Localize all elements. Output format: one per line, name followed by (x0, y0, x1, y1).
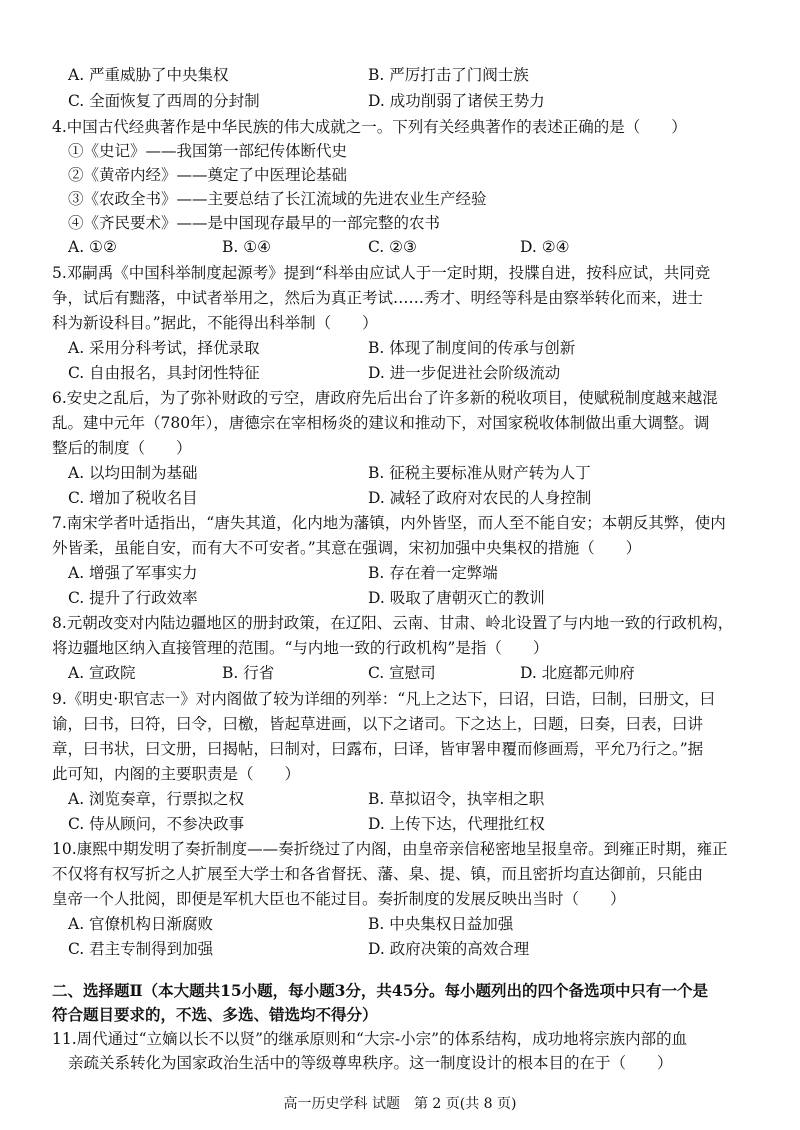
q7-stem-line-2: 外皆柔，虽能自安，而有大不可安者。”其意在强调，宋初加强中央集权的措施（ ） (52, 539, 642, 557)
q5-option-d: D. 进一步促进社会阶级流动 (368, 364, 561, 382)
q10-option-b: B. 中央集权日益加强 (368, 915, 514, 933)
q9-stem-line-1: 9.《明史·职官志一》对内阁做了较为详细的列举：“凡上之达下，曰诏，曰诰，曰制，曰册文，曰 (52, 690, 716, 708)
q4-item-3: ③《农政全书》——主要总结了长江流域的先进农业生产经验 (68, 190, 487, 208)
q4-option-b: B. ①④ (222, 238, 272, 256)
section-2-heading-line-1: 二、选择题Ⅱ（本大题共15小题，每小题3分，共45分。每小题列出的四个备选项中只有一个是 (52, 981, 708, 1000)
q6-stem-line-2: 乱。建中元年（780年），唐德宗在宰相杨炎的建议和推动下，对国家税收体制做出重大调整。调 (52, 414, 710, 432)
q4-option-c: C. ②③ (368, 238, 417, 256)
q9-stem-line-2: 谕，曰书，曰符，曰令，曰檄，皆起草进画，以下之诸司。下之达上，曰题，曰奏，曰表，曰讲 (52, 715, 704, 733)
q3-option-a: A. 严重威胁了中央集权 (68, 66, 229, 84)
q4-item-2: ②《黄帝内经》——奠定了中医理论基础 (68, 166, 348, 184)
q6-option-a: A. 以均田制为基础 (68, 464, 198, 482)
q7-option-d: D. 吸取了唐朝灭亡的教训 (368, 589, 545, 607)
q8-option-d: D. 北庭都元帅府 (520, 664, 635, 682)
q5-option-b: B. 体现了制度间的传承与创新 (368, 339, 576, 357)
q10-option-a: A. 官僚机构日渐腐败 (68, 915, 214, 933)
q8-option-c: C. 宣慰司 (368, 664, 436, 682)
q6-stem-line-3: 整后的制度（ ） (52, 439, 192, 457)
q10-option-c: C. 君主专制得到加强 (68, 940, 214, 958)
q9-stem-line-4: 此可知，内阁的主要职责是（ ） (52, 765, 301, 783)
q11-stem-line-2: 亲疏关系转化为国家政治生活中的等级尊卑秩序。这一制度设计的根本目的在于（ ） (68, 1054, 673, 1072)
q3-option-b: B. 严厉打击了门阀士族 (368, 66, 529, 84)
q10-stem-line-2: 不仅将有权写折之人扩展至大学士和各省督抚、藩、臬、提、镇，而且密折均直达御前，只能由 (52, 865, 704, 883)
q6-stem-line-1: 6.安史之乱后，为了弥补财政的亏空，唐政府先后出台了许多新的税收项目，使赋税制度越来越混 (52, 389, 718, 407)
q4-stem: 4.中国古代经典著作是中华民族的伟大成就之一。下列有关经典著作的表述正确的是（ ） (52, 118, 687, 136)
q10-option-d: D. 政府决策的高效合理 (368, 940, 530, 958)
q8-option-a: A. 宣政院 (68, 664, 136, 682)
q9-option-d: D. 上传下达，代理批红权 (368, 815, 545, 833)
q9-stem-line-3: 章，曰书状，曰文册，曰揭帖，曰制对，曰露布，曰译，皆审署申覆而修画焉，平允乃行之。”据 (52, 740, 704, 758)
q8-option-b: B. 行省 (222, 664, 275, 682)
q6-option-d: D. 减轻了政府对农民的人身控制 (368, 489, 592, 507)
q9-option-c: C. 侍从顾问，不参决政事 (68, 815, 245, 833)
q4-option-d: D. ②④ (520, 238, 570, 256)
section-2-heading-line-2: 符合题目要求的，不选、多选、错选均不得分） (52, 1005, 378, 1024)
q7-option-b: B. 存在着一定弊端 (368, 564, 498, 582)
q6-option-c: C. 增加了税收名目 (68, 489, 198, 507)
q10-stem-line-1: 10.康熙中期发明了奏折制度——奏折绕过了内阁，由皇帝亲信秘密地呈报皇帝。到雍正时期，雍正 (52, 840, 728, 858)
q3-option-c: C. 全面恢复了西周的分封制 (68, 92, 260, 110)
q8-stem-line-2: 将边疆地区纳入直接管理的范围。“与内地一致的行政机构”是指（ ） (52, 639, 549, 657)
q10-stem-line-3: 皇帝一个人批阅，即便是军机大臣也不能过目。奏折制度的发展反映出当时（ ） (52, 890, 626, 908)
q4-option-a: A. ①② (68, 238, 117, 256)
q5-stem-line-1: 5.邓嗣禹《中国科举制度起源考》提到“科举由应试人于一定时期，投牒自进，按科应试，共同竞 (52, 264, 711, 282)
q5-stem-line-2: 争，试后有黜落，中试者举用之，然后为真正考试……秀才、明经等科是由察举转化而来，进士 (52, 289, 704, 307)
q8-stem-line-1: 8.元朝改变对内陆边疆地区的册封政策，在辽阳、云南、甘肃、岭北设置了与内地一致的行政机构， (52, 614, 734, 632)
q5-option-c: C. 自由报名，具封闭性特征 (68, 364, 260, 382)
q11-stem-line-1: 11.周代通过“立嫡以长不以贤”的继承原则和“大宗-小宗”的体系结构，成功地将宗族内部的血 (52, 1030, 688, 1048)
q7-option-a: A. 增强了军事实力 (68, 564, 198, 582)
q4-item-1: ①《史记》——我国第一部纪传体断代史 (68, 142, 348, 160)
q7-option-c: C. 提升了行政效率 (68, 589, 198, 607)
q7-stem-line-1: 7.南宋学者叶适指出，“唐失其道，化内地为藩镇，内外皆坚，而人至不能自安；本朝反其弊，使内 (52, 514, 726, 532)
page-footer: 高一历史学科 试题 第 2 页(共 8 页) (283, 1096, 517, 1112)
q9-option-a: A. 浏览奏章，行票拟之权 (68, 790, 245, 808)
q5-option-a: A. 采用分科考试，择优录取 (68, 339, 260, 357)
q9-option-b: B. 草拟诏令，执宰相之职 (368, 790, 545, 808)
q3-option-d: D. 成功削弱了诸侯王势力 (368, 92, 545, 110)
q5-stem-line-3: 科为新设科目。”据此，不能得出科举制（ ） (52, 314, 378, 332)
q6-option-b: B. 征税主要标准从财产转为人丁 (368, 464, 591, 482)
q4-item-4: ④《齐民要术》——是中国现存最早的一部完整的农书 (68, 214, 441, 232)
